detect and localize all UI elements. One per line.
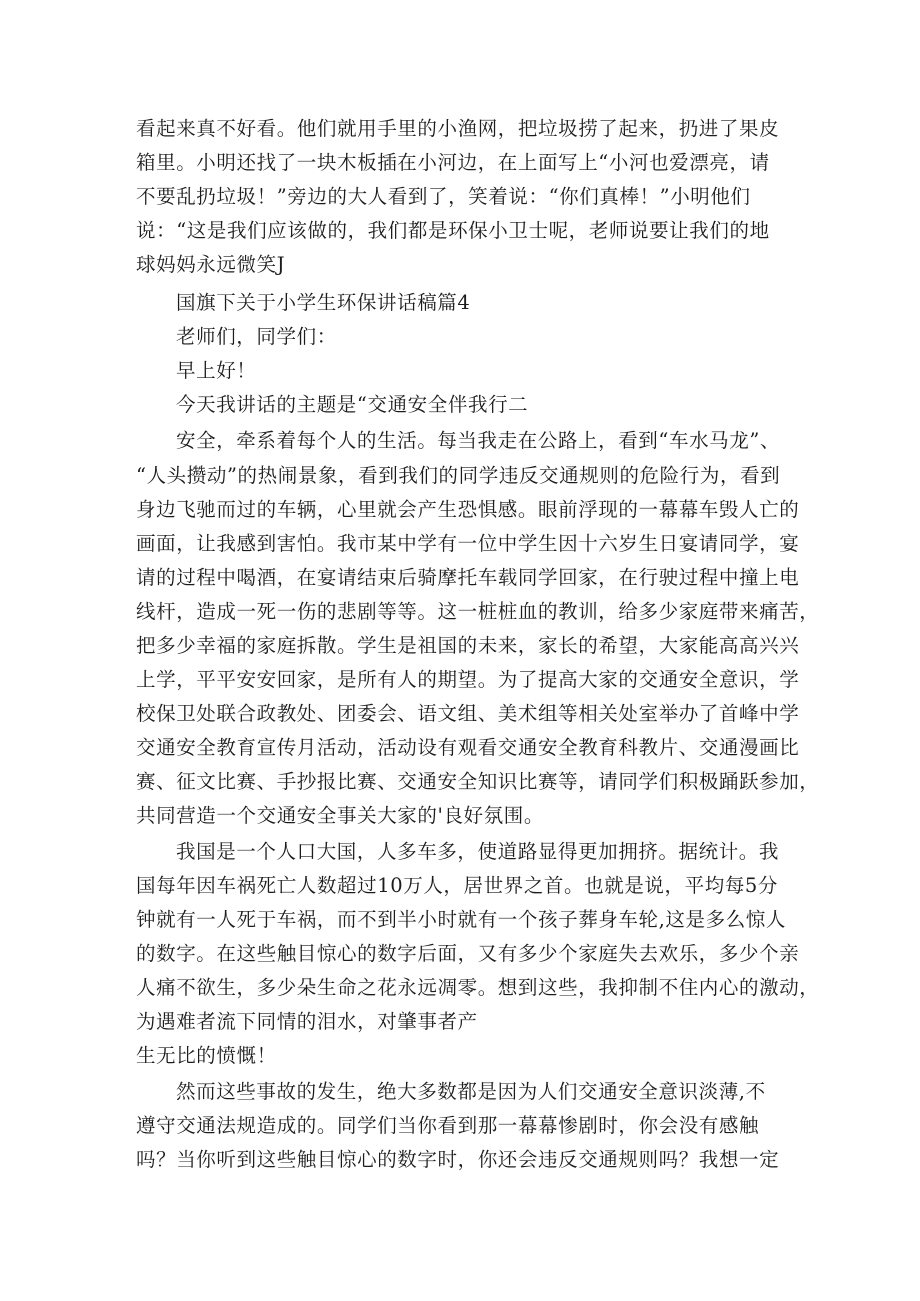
text-line: 请的过程中喝酒，在宴请结束后骑摩托车载同学回家，在行驶过程中撞上电 [136, 566, 800, 589]
greeting: 早上好！ [176, 359, 257, 382]
text-line: 赛、征文比赛、手抄报比赛、交通安全知识比赛等，请同学们积极踊跃参加， [136, 770, 820, 793]
text-line: 交通安全教育宣传月活动，活动设有观看交通安全教育科教片、交通漫画比 [136, 736, 800, 759]
text-line: 箱里。小明还找了一块木板插在小河边，在上面写上“小河也爱漂亮，请 [136, 151, 770, 174]
text-line: 吗？当你听到这些触目惊心的数字时，你还会违反交通规则吗？我想一定 [136, 1148, 780, 1171]
text-line: 球妈妈永远微笑J [136, 253, 286, 276]
text-line: 遵守交通法规造成的。同学们当你看到那一幕幕惨剧时，你会没有感触 [136, 1114, 760, 1137]
section-heading: 国旗下关于小学生环保讲话稿篇4 [176, 291, 471, 314]
text-line: 不要乱扔垃圾！”旁边的大人看到了，笑着说：“你们真棒！”小明他们 [136, 185, 751, 208]
text-line: 线杆，造成一死一伤的悲剧等等。这一桩桩血的教训，给多少家庭带来痛苦， [136, 600, 820, 623]
text-line: 国每年因车祸死亡人数超过10万人，居世界之首。也就是说，平均每5分 [136, 874, 779, 897]
text-line: 人痛不欲生，多少朵生命之花永远凋零。想到这些，我抑制不住内心的激动， [136, 976, 820, 999]
text-line: 看起来真不好看。他们就用手里的小渔网，把垃圾捞了起来，扔进了果皮 [136, 117, 780, 140]
text-line: 我国是一个人口大国，人多车多，使道路显得更加拥挤。据统计。我 [176, 840, 780, 863]
text-line: 为遇难者流下同情的泪水，对肇事者产 [136, 1010, 478, 1033]
topic-line: 今天我讲话的主题是“交通安全伴我行二 [176, 393, 529, 416]
text-line: 画面，让我感到害怕。我市某中学有一位中学生因十六岁生日宴请同学，宴 [136, 532, 800, 555]
text-line: 的数字。在这些触目惊心的数字后面，又有多少个家庭失去欢乐，多少个亲 [136, 942, 800, 965]
text-line: “人头攒动”的热闹景象，看到我们的同学违反交通规则的危险行为，看到 [136, 464, 781, 487]
text-line: 然而这些事故的发生，绝大多数都是因为人们交通安全意识淡薄,不 [176, 1080, 766, 1103]
salutation: 老师们，同学们： [176, 325, 337, 348]
text-line: 钟就有一人死于车祸，而不到半小时就有一个孩子葬身车轮,这是多么惊人 [136, 908, 786, 931]
text-line: 上学，平平安安回家，是所有人的期望。为了提高大家的交通安全意识，学 [136, 668, 800, 691]
text-line: 生无比的愤慨！ [136, 1044, 277, 1067]
text-line: 身边飞驰而过的车辆，心里就会产生恐惧感。眼前浮现的一幕幕车毁人亡的 [136, 498, 800, 521]
text-line: 共同营造一个交通安全事关大家的'良好氛围。 [136, 804, 544, 827]
text-line: 把多少幸福的家庭拆散。学生是祖国的未来，家长的希望，大家能高高兴兴 [136, 634, 800, 657]
text-line: 说：“这是我们应该做的，我们都是环保小卫士呢，老师说要让我们的地 [136, 219, 770, 242]
text-line: 校保卫处联合政教处、团委会、语文组、美术组等相关处室举办了首峰中学 [136, 702, 800, 725]
text-line: 安全，牵系着每个人的生活。每当我走在公路上，看到“车水马龙”、 [176, 429, 781, 452]
